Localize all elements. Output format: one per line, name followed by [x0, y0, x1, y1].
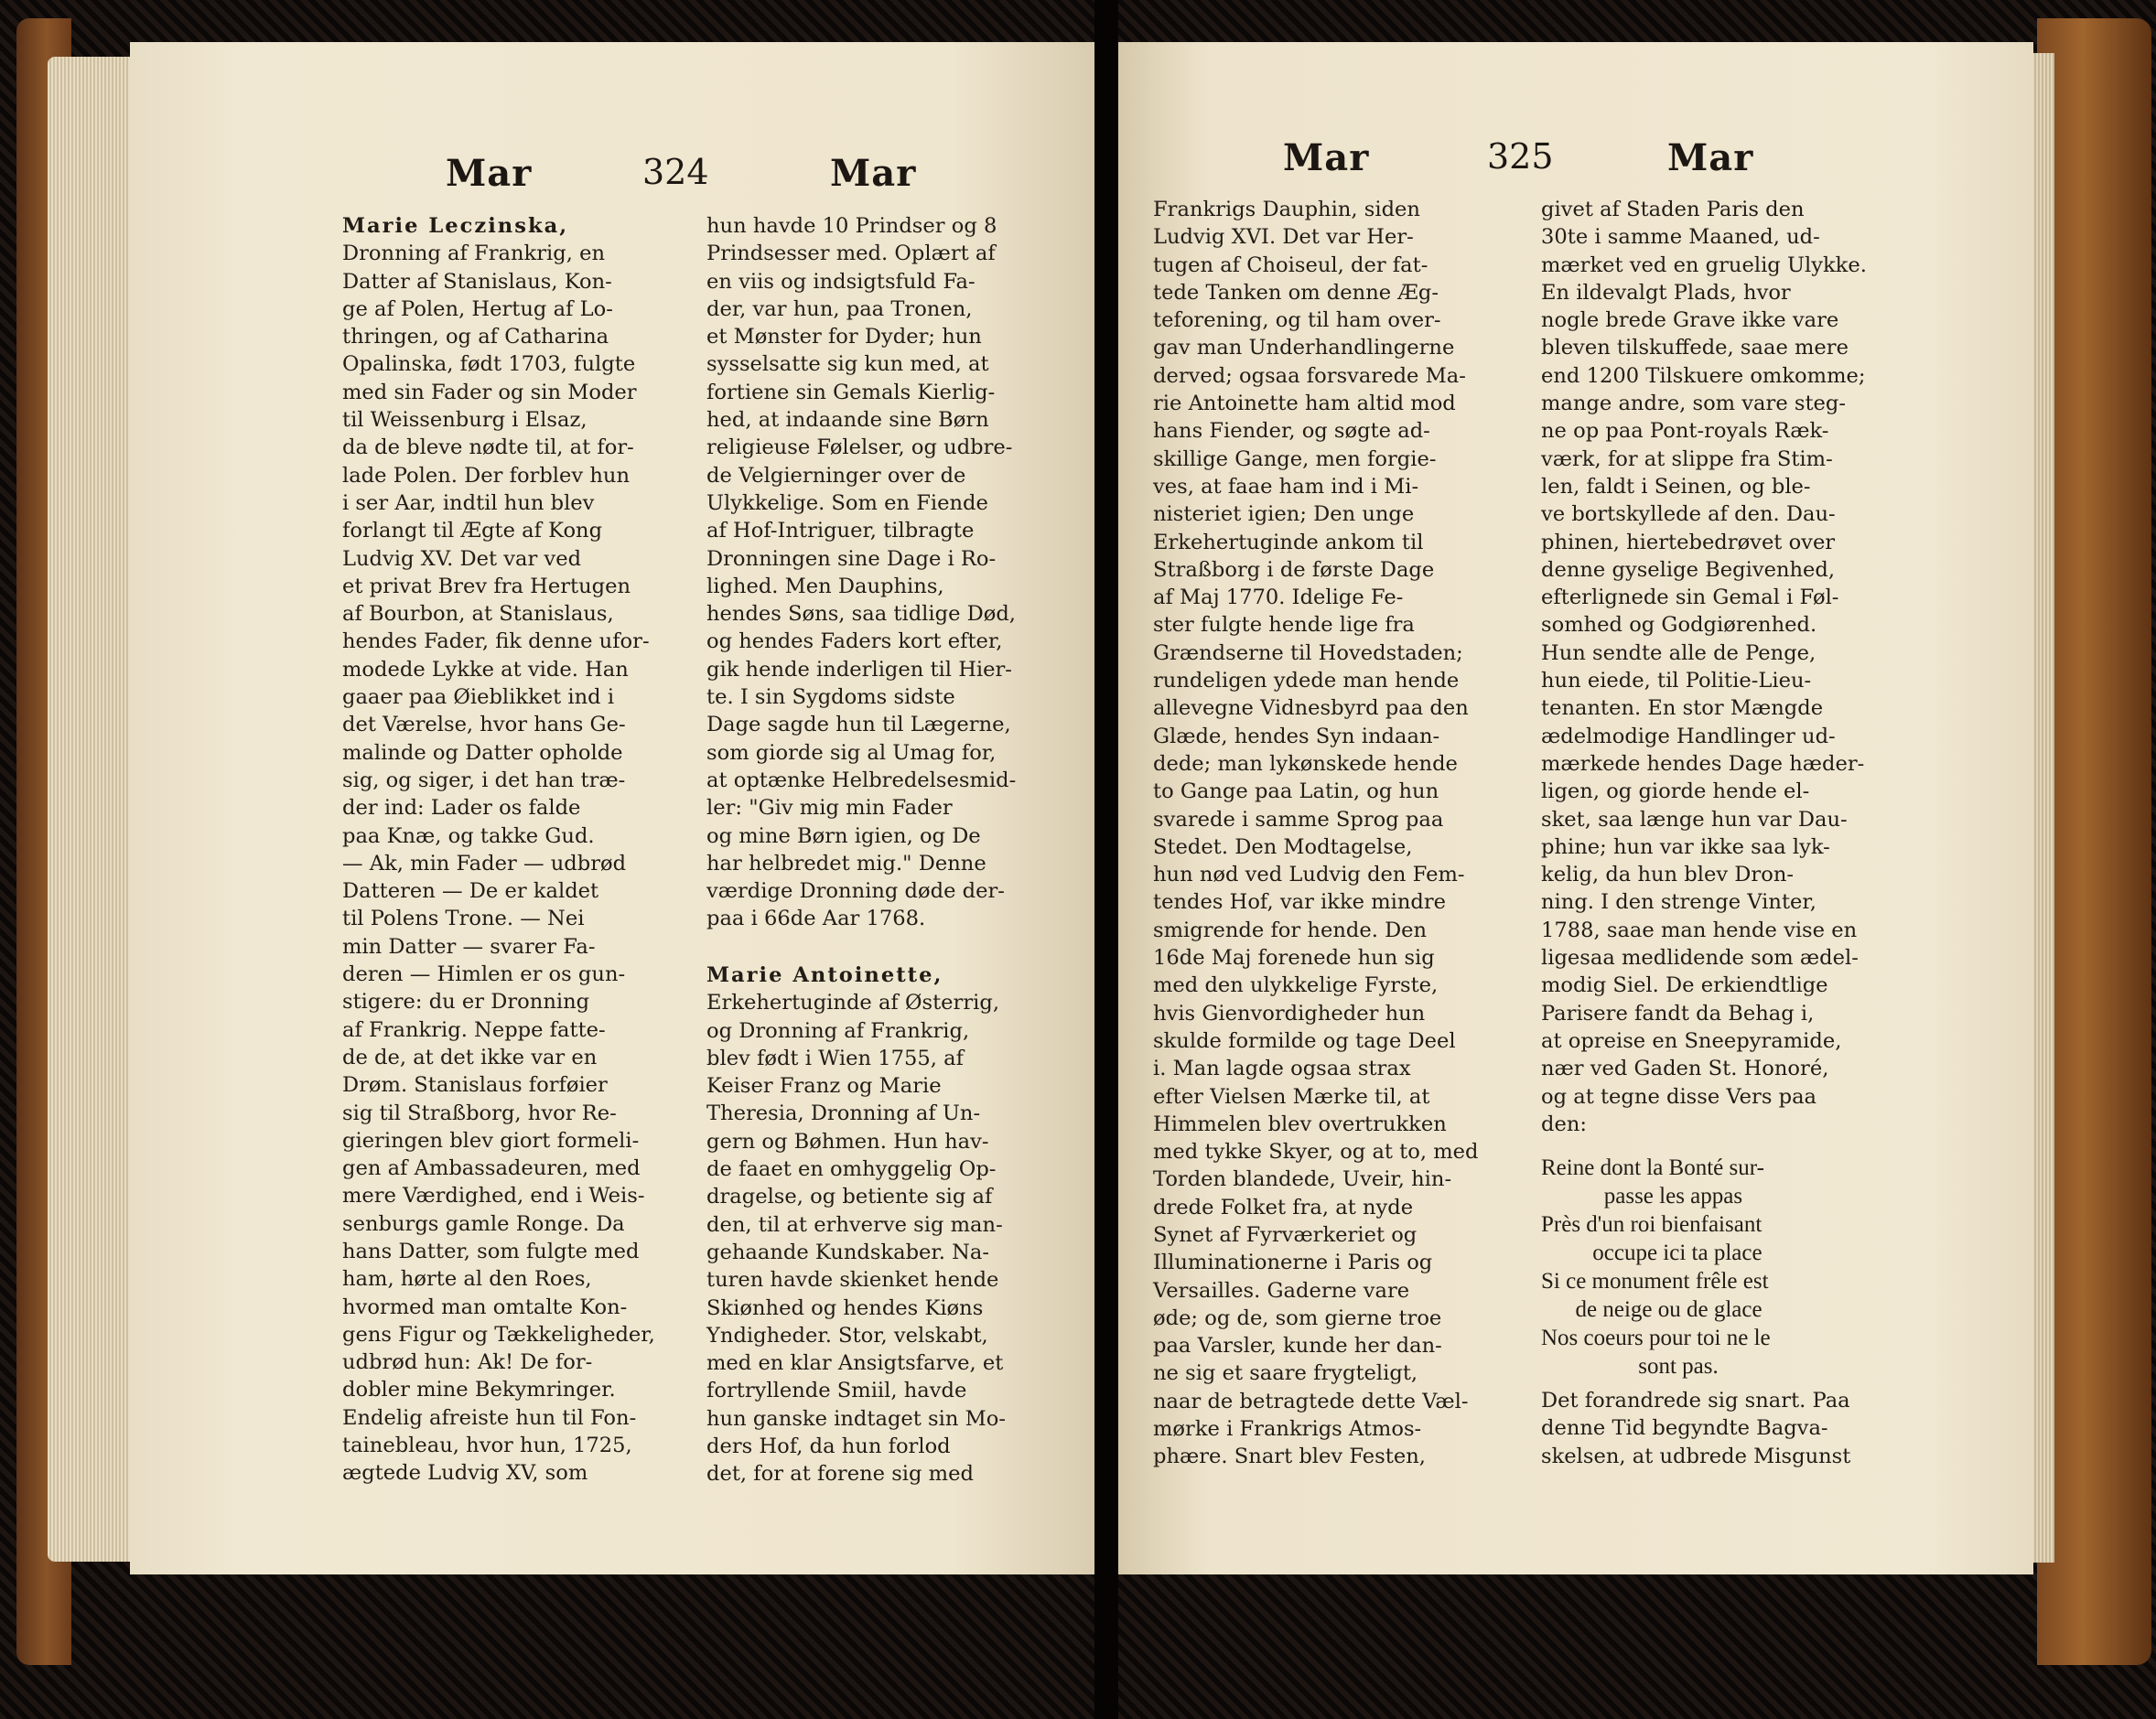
- text-line: har helbredet mig." Denne: [706, 851, 986, 876]
- text-line: Datteren — De er kaldet: [342, 879, 599, 904]
- text-line: gens Figur og Tækkeligheder,: [342, 1322, 655, 1347]
- text-line: nisteriet igien; Den unge: [1153, 502, 1415, 527]
- text-line: stigere: du er Dronning: [342, 990, 590, 1015]
- text-line: dobler mine Bekymringer.: [342, 1378, 616, 1402]
- text-line: 30te i samme Maaned, ud-: [1541, 225, 1820, 250]
- text-line: det Værelse, hvor hans Ge-: [342, 713, 626, 737]
- text-line: de de, at det ikke var en: [342, 1045, 598, 1069]
- text-line: og mine Børn igien, og De: [706, 823, 981, 848]
- left-page: [130, 42, 1094, 1574]
- text-line: tendes Hof, var ikke mindre: [1153, 890, 1447, 915]
- text-line: forlangt til Ægte af Kong: [342, 519, 603, 543]
- text-line: af Maj 1770. Idelige Fe-: [1153, 586, 1404, 610]
- right-page: [1118, 42, 2033, 1574]
- text-line: gern og Bøhmen. Hun hav-: [706, 1129, 989, 1154]
- text-line: hed, at indaande sine Børn: [706, 408, 989, 433]
- text-line: Ludvig XVI. Det var Her-: [1153, 225, 1414, 250]
- text-line: den, til at erhverve sig man-: [706, 1212, 1003, 1237]
- text-line: dragelse, og betiente sig af: [706, 1185, 993, 1209]
- text-line: fortryllende Smiil, havde: [706, 1379, 967, 1403]
- text-line: occupe ici ta place: [1541, 1241, 1763, 1265]
- text-line: to Gange paa Latin, og hun: [1153, 779, 1439, 804]
- text-line: Frankrigs Dauphin, siden: [1153, 198, 1420, 221]
- text-line: ves, at faae ham ind i Mi-: [1153, 474, 1419, 499]
- text-line: givet af Staden Paris den: [1541, 198, 1805, 221]
- text-line: Skiønhed og hendes Kiøns: [706, 1295, 984, 1320]
- text-line: hans Datter, som fulgte med: [342, 1239, 640, 1263]
- text-line: med den ulykkelige Fyrste,: [1153, 973, 1439, 998]
- text-line: ve bortskyllede af den. Dau-: [1541, 502, 1836, 527]
- text-line: Yndigheder. Stor, velskabt,: [706, 1323, 988, 1348]
- text-line: senburgs gamle Ronge. Da: [342, 1211, 625, 1236]
- text-line: len, faldt i Seinen, og ble-: [1541, 474, 1811, 499]
- text-line: ham, hørte al den Roes,: [342, 1267, 592, 1292]
- text-line: med tykke Skyer, og at to, med: [1153, 1140, 1479, 1165]
- left-page-column-1: [342, 212, 655, 1488]
- text-line: En ildevalgt Plads, hvor: [1541, 280, 1791, 305]
- right-page-column-2: [1541, 196, 1867, 1138]
- text-line: et Mønster for Dyder; hun: [706, 325, 982, 349]
- right-running-head-right: Mar: [1667, 136, 1754, 179]
- text-line: allevegne Vidnesbyrd paa den: [1153, 696, 1469, 721]
- text-line: religieuse Følelser, og udbre-: [706, 435, 1013, 460]
- text-line: gehaande Kundskaber. Na-: [706, 1240, 989, 1264]
- text-line: turen havde skienket hende: [706, 1268, 999, 1293]
- text-line: Dronningen sine Dage i Ro-: [706, 546, 997, 571]
- text-line: af Bourbon, at Stanislaus,: [342, 602, 614, 627]
- text-line: min Datter — svarer Fa-: [342, 934, 596, 959]
- text-line: paa Knæ, og takke Gud.: [342, 823, 595, 848]
- text-line: fortiene sin Gemals Kierlig-: [706, 380, 996, 404]
- text-line: de neige ou de glace: [1541, 1297, 1763, 1322]
- text-line: te. I sin Sygdoms sidste: [706, 685, 955, 710]
- text-line: hun havde 10 Prindser og 8: [706, 214, 997, 238]
- text-line: somhed og Godgiørenhed.: [1541, 613, 1817, 638]
- text-line: Hun sendte alle de Penge,: [1541, 640, 1816, 665]
- text-line: lighed. Men Dauphins,: [706, 574, 944, 598]
- left-running-head-right: Mar: [830, 152, 917, 195]
- text-line: gen af Ambassadeuren, med: [342, 1156, 641, 1181]
- text-line: sont pas.: [1541, 1354, 1719, 1379]
- text-line: som giorde sig al Umag for,: [706, 740, 997, 765]
- text-line: ler: "Giv mig min Fader: [706, 796, 953, 821]
- text-line: modede Lykke at vide. Han: [342, 657, 629, 682]
- text-line: at opreise en Sneepyramide,: [1541, 1028, 1842, 1053]
- text-line: ligesaa medlidende som ædel-: [1541, 946, 1859, 971]
- text-line: Stedet. Den Modtagelse,: [1153, 834, 1413, 859]
- text-line: bleven tilskuffede, saae mere: [1541, 336, 1849, 360]
- text-line: Dronning af Frankrig, en: [342, 242, 606, 266]
- text-line: malinde og Datter opholde: [342, 740, 623, 765]
- text-line: phinen, hiertebedrøvet over: [1541, 530, 1836, 554]
- text-line: hendes Fader, fik denne ufor-: [342, 629, 650, 654]
- entry-headword: Marie Antoinette,: [706, 963, 943, 987]
- text-line: Synet af Fyrværkeriet og: [1153, 1222, 1418, 1247]
- text-line: gieringen blev giort formeli-: [342, 1128, 640, 1153]
- text-line: paa i 66de Aar 1768.: [706, 907, 926, 931]
- text-line: de Velgierninger over de: [706, 463, 966, 488]
- text-line: thringen, og af Catharina: [342, 325, 609, 349]
- text-line: teforening, og til ham over-: [1153, 308, 1441, 333]
- text-line: ligen, og giorde hende el-: [1541, 779, 1810, 804]
- text-line: Grændserne til Hovedstaden;: [1153, 640, 1463, 665]
- text-line: til Polens Trone. — Nei: [342, 907, 585, 931]
- text-line: tenanten. En stor Mængde: [1541, 696, 1824, 721]
- text-line: ne op paa Pont-royals Ræk-: [1541, 419, 1829, 444]
- text-line: i. Man lagde ogsaa strax: [1153, 1057, 1411, 1081]
- text-line: Opalinska, født 1703, fulgte: [342, 352, 636, 377]
- text-line: 16de Maj forenede hun sig: [1153, 946, 1435, 971]
- text-line: 1788, saae man hende vise en: [1541, 918, 1858, 942]
- left-page-column-2-top: [706, 212, 1016, 933]
- snow-pyramid-verse: [1541, 1154, 1771, 1381]
- text-line: værk, for at slippe fra Stim-: [1541, 446, 1833, 471]
- text-line: ædelmodige Handlinger ud-: [1541, 724, 1836, 748]
- text-line: hun nød ved Ludvig den Fem-: [1153, 863, 1465, 887]
- left-page-number: 324: [642, 152, 709, 192]
- text-line: mærket ved en gruelig Ulykke.: [1541, 252, 1867, 277]
- text-line: skelsen, at udbrede Misgunst: [1541, 1444, 1851, 1468]
- text-line: deren — Himlen er os gun-: [342, 962, 626, 987]
- left-running-head-left: Mar: [446, 152, 533, 195]
- text-line: — Ak, min Fader — udbrød: [342, 851, 627, 876]
- text-line: ægtede Ludvig XV, som: [342, 1461, 588, 1486]
- text-line: mere Værdighed, end i Weis-: [342, 1184, 645, 1209]
- text-line: passe les appas: [1541, 1184, 1743, 1209]
- text-line: Versailles. Gaderne vare: [1153, 1278, 1410, 1303]
- text-line: rie Antoinette ham altid mod: [1153, 392, 1456, 416]
- text-line: Dage sagde hun til Lægerne,: [706, 713, 1011, 737]
- text-line: Reine dont la Bonté sur-: [1541, 1155, 1764, 1180]
- book-gutter: [1094, 0, 1118, 1719]
- text-line: ne sig et saare frygteligt,: [1153, 1361, 1418, 1386]
- page-edges-left: [48, 57, 135, 1562]
- text-line: phære. Snart blev Festen,: [1153, 1445, 1426, 1469]
- text-line: værdige Dronning døde der-: [706, 879, 1005, 904]
- text-line: rundeligen ydede man hende: [1153, 669, 1460, 693]
- text-line: Ludvig XV. Det var ved: [342, 546, 582, 571]
- text-line: smigrende for hende. Den: [1153, 918, 1428, 942]
- text-line: tugen af Choiseul, der fat-: [1153, 252, 1428, 277]
- text-line: Ulykkelige. Som en Fiende: [706, 490, 988, 515]
- text-line: sig til Straßborg, hvor Re-: [342, 1101, 617, 1125]
- text-line: mørke i Frankrigs Atmos-: [1153, 1417, 1422, 1442]
- text-line: Nos coeurs pour toi ne le: [1541, 1326, 1771, 1350]
- entry-headword: Marie Leczinska,: [342, 214, 569, 238]
- text-line: Prindsesser med. Oplært af: [706, 242, 996, 266]
- text-line: Himmelen blev overtrukken: [1153, 1112, 1447, 1136]
- text-line: med en klar Ansigtsfarve, et: [706, 1351, 1004, 1376]
- text-line: den:: [1541, 1112, 1587, 1136]
- text-line: efterlignede sin Gemal i Føl-: [1541, 586, 1839, 610]
- text-line: da de bleve nødte til, at for-: [342, 435, 634, 460]
- text-line: og hendes Faders kort efter,: [706, 629, 1003, 654]
- text-line: gav man Underhandlingerne: [1153, 336, 1455, 360]
- right-page-number: 325: [1487, 136, 1554, 177]
- text-line: at optænke Helbredelsesmid-: [706, 768, 1017, 792]
- text-line: ning. I den strenge Vinter,: [1541, 890, 1816, 915]
- text-line: skillige Gange, men forgie-: [1153, 446, 1437, 471]
- text-line: lade Polen. Der forblev hun: [342, 463, 631, 488]
- text-line: med sin Fader og sin Moder: [342, 380, 637, 404]
- text-line: ge af Polen, Hertug af Lo-: [342, 296, 613, 321]
- text-line: denne Tid begyndte Bagva-: [1541, 1416, 1828, 1441]
- text-line: end 1200 Tilskuere omkomme;: [1541, 363, 1866, 388]
- text-line: udbrød hun: Ak! De for-: [342, 1350, 593, 1375]
- text-line: skulde formilde og tage Deel: [1153, 1028, 1456, 1053]
- text-line: nogle brede Grave ikke vare: [1541, 308, 1839, 333]
- text-line: ders Hof, da hun forlod: [706, 1434, 951, 1459]
- text-line: Keiser Franz og Marie: [706, 1074, 942, 1099]
- text-line: tede Tanken om denne Æg-: [1153, 280, 1439, 305]
- text-line: hun ganske indtaget sin Mo-: [706, 1406, 1006, 1431]
- text-line: naar de betragtede dette Væl-: [1153, 1389, 1469, 1413]
- right-running-head-left: Mar: [1283, 136, 1370, 179]
- text-line: Si ce monument frêle est: [1541, 1269, 1769, 1294]
- text-line: Torden blandede, Uveir, hin-: [1153, 1167, 1452, 1192]
- text-line: Straßborg i de første Dage: [1153, 557, 1435, 582]
- text-line: sysselsatte sig kun med, at: [706, 352, 989, 377]
- text-line: paa Varsler, kunde her dan-: [1153, 1334, 1442, 1359]
- text-line: Parisere fandt da Behag i,: [1541, 1001, 1815, 1026]
- text-line: af Frankrig. Neppe fatte-: [342, 1017, 606, 1042]
- text-line: Erkehertuginde ankom til: [1153, 530, 1424, 554]
- text-line: sket, saa længe hun var Dau-: [1541, 807, 1848, 832]
- text-line: hun eiede, til Politie-Lieu-: [1541, 669, 1812, 693]
- text-line: hvormed man omtalte Kon-: [342, 1295, 628, 1319]
- text-line: Glæde, hendes Syn indaan-: [1153, 724, 1440, 748]
- text-line: til Weissenburg i Elsaz,: [342, 408, 588, 433]
- text-line: og Dronning af Frankrig,: [706, 1018, 970, 1043]
- text-line: mange andre, som vare steg-: [1541, 392, 1847, 416]
- right-page-column-1: [1153, 196, 1479, 1471]
- text-line: og at tegne disse Vers paa: [1541, 1084, 1817, 1109]
- text-line: der ind: Lader os falde: [342, 796, 581, 821]
- text-line: phine; hun var ikke saa lyk-: [1541, 834, 1830, 859]
- text-line: hvis Gienvordigheder hun: [1153, 1001, 1426, 1026]
- text-line: hendes Søns, saa tidlige Død,: [706, 602, 1016, 627]
- right-page-column-2-end: [1541, 1387, 1850, 1470]
- text-line: Drøm. Stanislaus forføier: [342, 1073, 608, 1098]
- text-line: modig Siel. De erkiendtlige: [1541, 973, 1828, 998]
- text-line: et privat Brev fra Hertugen: [342, 574, 631, 598]
- text-line: gaaer paa Øieblikket ind i: [342, 685, 615, 710]
- text-line: Illuminationerne i Paris og: [1153, 1251, 1433, 1275]
- text-line: mærkede hendes Dage hæder-: [1541, 751, 1865, 776]
- text-line: de faaet en omhyggelig Op-: [706, 1157, 997, 1182]
- text-line: nær ved Gaden St. Honoré,: [1541, 1057, 1829, 1081]
- text-line: Theresia, Dronning af Un-: [706, 1101, 981, 1126]
- text-line: der, var hun, paa Tronen,: [706, 296, 973, 321]
- text-line: en viis og indsigtsfuld Fa-: [706, 269, 976, 294]
- text-line: Endelig afreiste hun til Fon-: [342, 1405, 637, 1430]
- text-line: Det forandrede sig snart. Paa: [1541, 1389, 1850, 1413]
- text-line: sig, og siger, i det han træ-: [342, 768, 626, 792]
- text-line: hans Fiender, og søgte ad-: [1153, 419, 1430, 444]
- text-line: det, for at forene sig med: [706, 1462, 974, 1487]
- text-line: Près d'un roi bienfaisant: [1541, 1212, 1763, 1237]
- text-line: Erkehertuginde af Østerrig,: [706, 991, 1000, 1015]
- text-line: blev født i Wien 1755, af: [706, 1046, 964, 1070]
- left-page-column-2-bottom: [706, 962, 1006, 1488]
- text-line: efter Vielsen Mærke til, at: [1153, 1084, 1430, 1109]
- text-line: Datter af Stanislaus, Kon-: [342, 269, 612, 294]
- text-line: øde; og de, som gierne troe: [1153, 1305, 1442, 1330]
- text-line: drede Folket fra, at nyde: [1153, 1195, 1414, 1219]
- text-line: denne gyselige Begivenhed,: [1541, 557, 1836, 582]
- text-line: tainebleau, hvor hun, 1725,: [342, 1434, 632, 1458]
- text-line: gik hende inderligen til Hier-: [706, 657, 1012, 682]
- text-line: derved; ogsaa forsvarede Ma-: [1153, 363, 1466, 388]
- text-line: ster fulgte hende lige fra: [1153, 613, 1415, 638]
- text-line: dede; man lykønskede hende: [1153, 751, 1458, 776]
- text-line: i ser Aar, indtil hun blev: [342, 490, 595, 515]
- text-line: af Hof-Intriguer, tilbragte: [706, 519, 975, 543]
- text-line: kelig, da hun blev Dron-: [1541, 863, 1795, 887]
- text-line: svarede i samme Sprog paa: [1153, 807, 1444, 832]
